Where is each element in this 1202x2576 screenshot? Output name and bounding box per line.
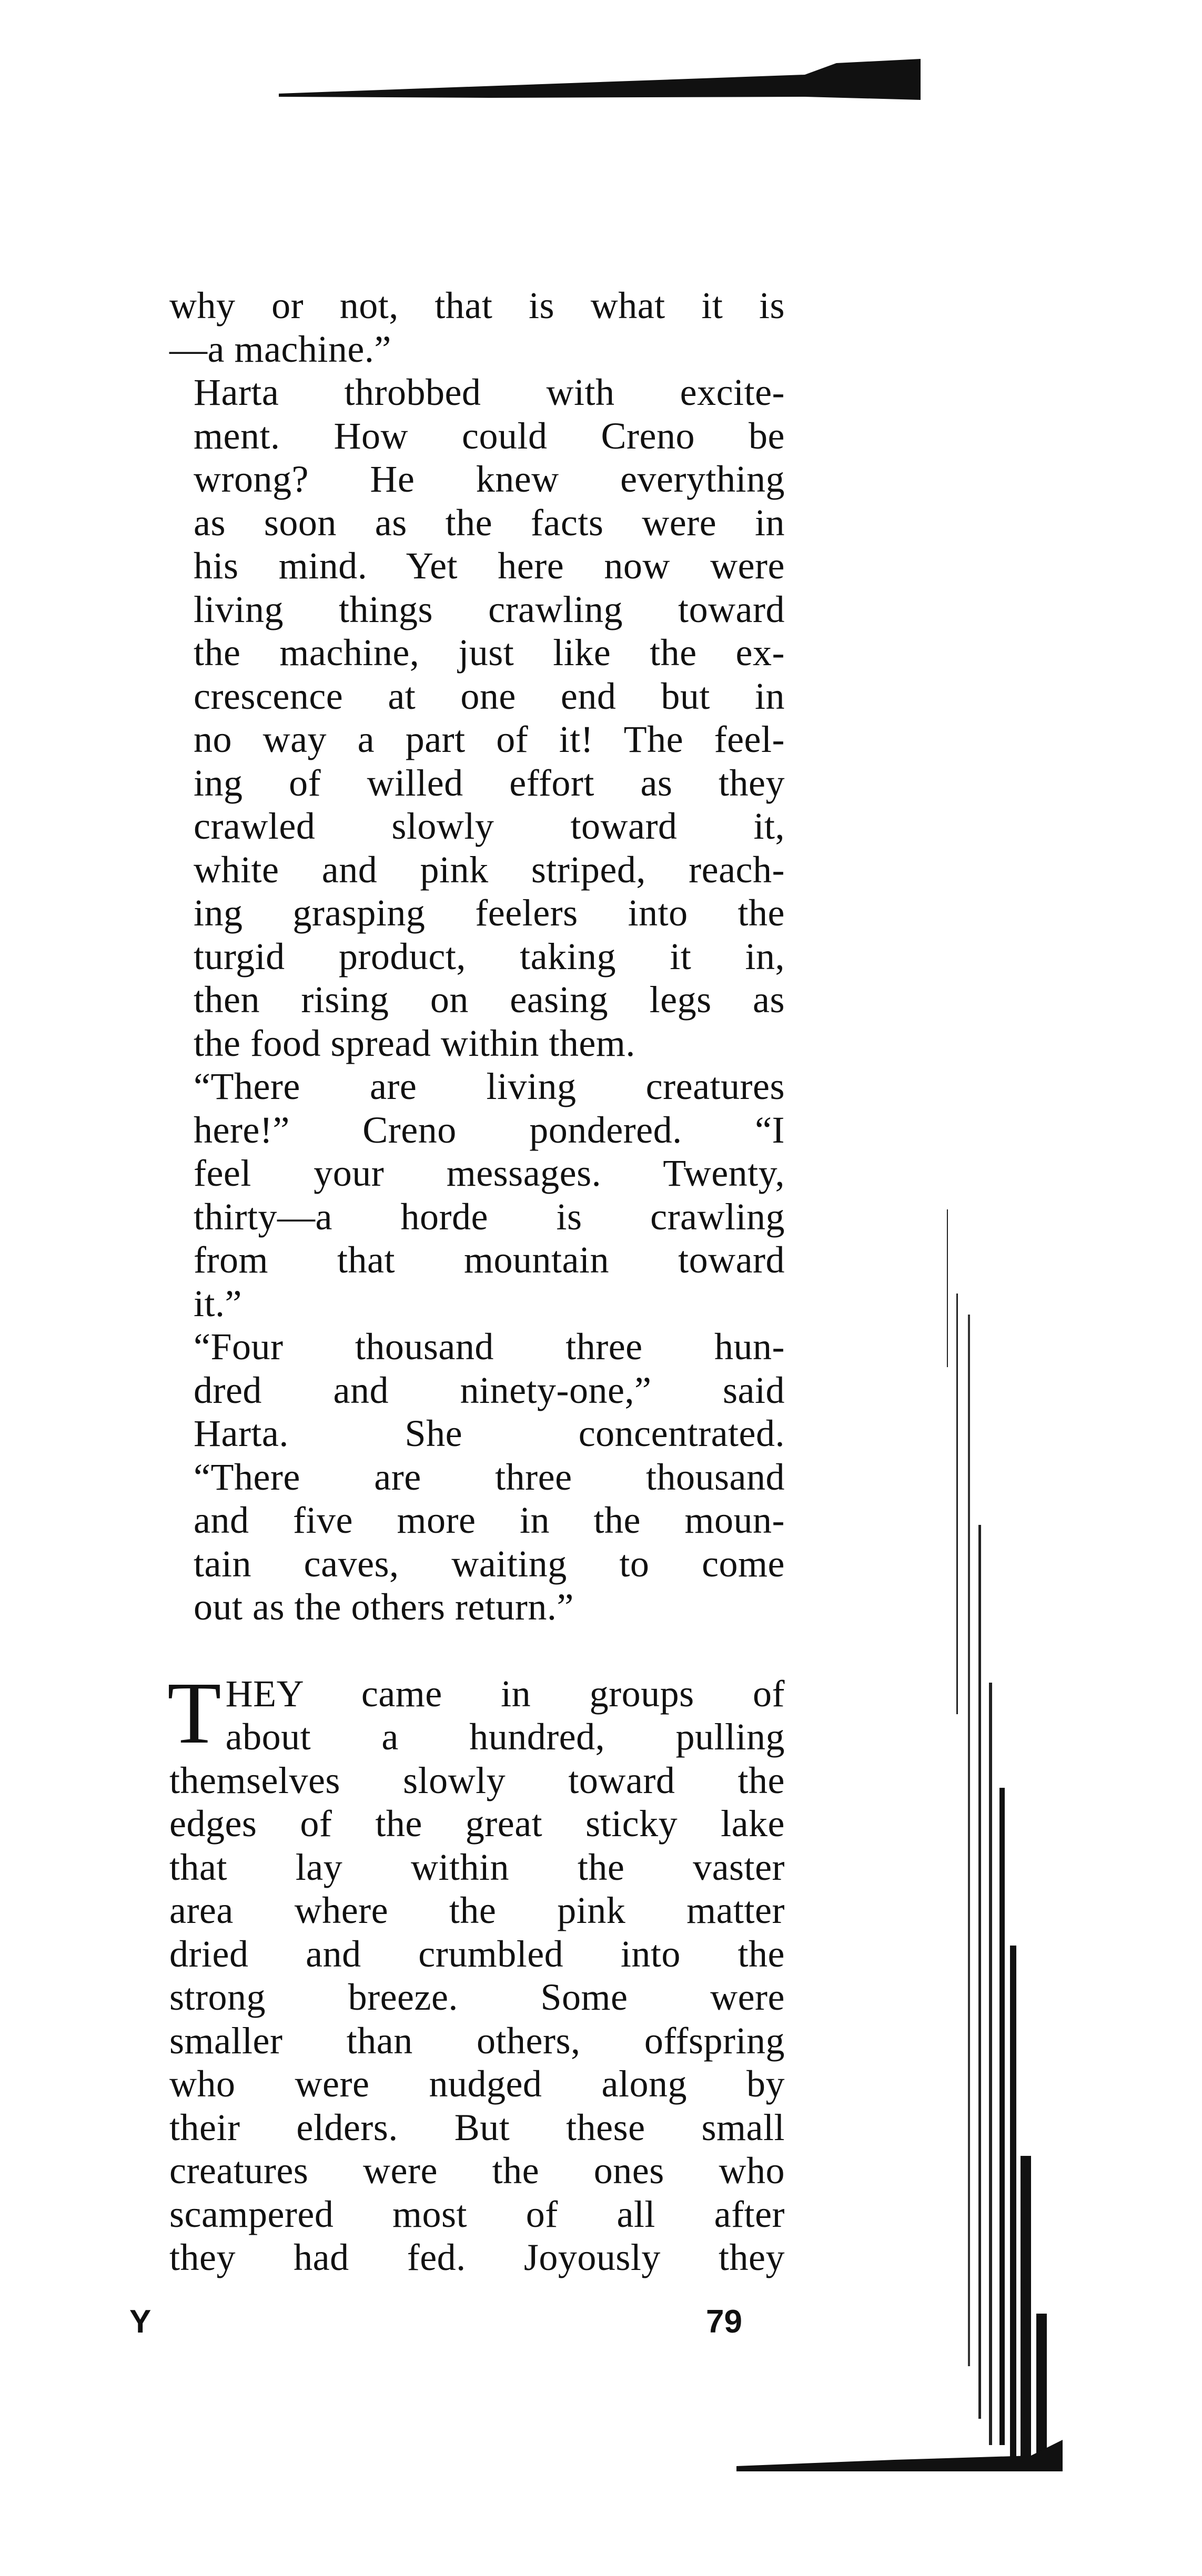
text-line: Harta. She concentrated. [194, 1412, 785, 1454]
text-line: area where the pink matter [169, 1889, 785, 1931]
text-line: about a hundred, pulling [225, 1716, 785, 1758]
text-line: no way a part of it! The feel- [194, 718, 785, 760]
text-column [169, 284, 785, 2279]
bottom-scan-bar [736, 2429, 1063, 2471]
paragraph [169, 1325, 785, 1629]
text-line: turgid product, taking it in, [194, 935, 785, 978]
text-line: his mind. Yet here now were [194, 545, 785, 587]
text-line: the machine, just like the ex- [194, 632, 785, 674]
text-line: creatures were the ones who [169, 2150, 785, 2192]
paragraph [169, 284, 785, 371]
page-number: 79 [706, 2304, 742, 2340]
text-line: crawled slowly toward it, [194, 805, 785, 847]
text-line: who were nudged along by [169, 2063, 785, 2105]
text-line: their elders. But these small [169, 2106, 785, 2149]
text-line: Harta throbbed with excite- [194, 371, 785, 413]
text-line: strong breeze. Some were [169, 1976, 785, 2018]
body-paragraphs [169, 284, 785, 1629]
right-scan-edge [947, 1209, 1063, 2471]
text-line: dried and crumbled into the [169, 1932, 785, 1975]
paragraph [169, 1065, 785, 1325]
text-line: tain caves, waiting to come [194, 1542, 785, 1585]
text-line: it.” [194, 1282, 242, 1325]
section-break [169, 1629, 785, 1672]
text-line: thirty—a horde is crawling [194, 1195, 785, 1238]
dropcap-paragraph-text [167, 1664, 785, 2279]
text-line: —a machine.” [169, 328, 391, 370]
text-line: from that mountain toward [194, 1239, 785, 1281]
text-line: living things crawling toward [194, 588, 785, 630]
dropcap-paragraph [167, 1664, 785, 2279]
text-line: “Four thousand three hun- [194, 1326, 785, 1368]
text-line: and five more in the moun- [194, 1499, 785, 1541]
text-line: ing of willed effort as they [194, 761, 785, 804]
text-line: they had fed. Joyously they [169, 2236, 785, 2278]
top-scan-bar [279, 59, 921, 100]
text-line: smaller than others, offspring [169, 2019, 785, 2062]
text-line: dred and ninety-one,” said [194, 1369, 785, 1411]
folio-left-fragment: Y [129, 2304, 151, 2340]
text-line: here!” Creno pondered. “I [194, 1108, 785, 1151]
text-line: out as the others return.” [194, 1586, 574, 1628]
text-line: ment. How could Creno be [194, 414, 785, 457]
text-line: crescence at one end but in [194, 675, 785, 717]
text-line: scampered most of all after [169, 2193, 785, 2235]
text-line: the food spread within them. [194, 1022, 635, 1064]
text-line: wrong? He knew everything [194, 458, 785, 500]
text-line: “There are living creatures [194, 1065, 785, 1107]
text-line: then rising on easing legs as [194, 979, 785, 1021]
text-line: edges of the great sticky lake [169, 1803, 785, 1845]
text-line: why or not, that is what it is [169, 284, 785, 327]
drop-cap-letter: T [167, 1664, 221, 1762]
text-line: themselves slowly toward the [169, 1759, 785, 1801]
text-line: as soon as the facts were in [194, 501, 785, 544]
paragraph [169, 371, 785, 1065]
text-line: “There are three thousand [194, 1455, 785, 1498]
text-line: that lay within the vaster [169, 1846, 785, 1888]
text-line: ing grasping feelers into the [194, 892, 785, 934]
text-line: feel your messages. Twenty, [194, 1152, 785, 1194]
text-line: HEY came in groups of [225, 1672, 785, 1715]
text-line: white and pink striped, reach- [194, 848, 785, 891]
